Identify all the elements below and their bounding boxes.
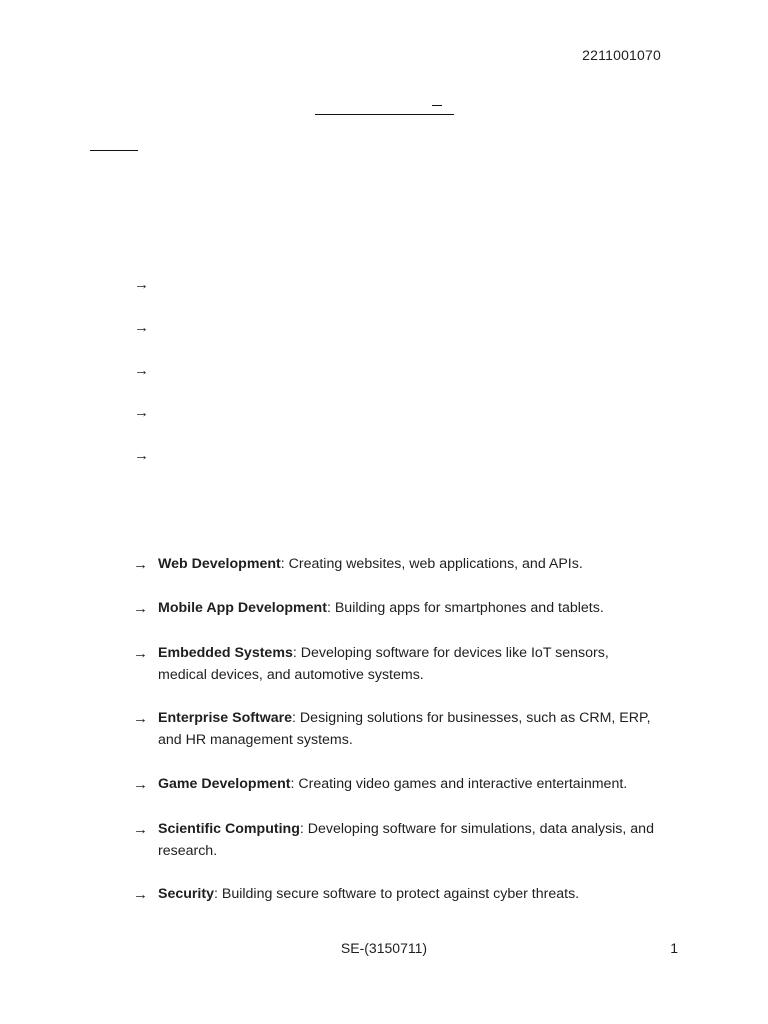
list-item (133, 598, 693, 620)
title-underscore-mark (432, 105, 442, 106)
list-item-description: : Creating video games and interactive entertainment. (290, 776, 628, 792)
page-number: 1 (670, 940, 678, 956)
footer-course-code: SE-(3150711) (340, 940, 428, 956)
list-item (133, 554, 693, 576)
list-item (133, 819, 693, 862)
list-item (133, 884, 693, 906)
list-item-description: : Developing software for devices like IoT sensors, medical devices, and automotive systems. (158, 645, 609, 683)
list-item-description: : Building apps for smartphones and tablets. (326, 600, 604, 616)
list-item-description: : Building secure software to protect against cyber threats. (214, 886, 580, 902)
list-item-term: Scientific Computing (158, 821, 300, 837)
list-item-text (158, 884, 693, 906)
list-item-term: Mobile App Development (158, 600, 327, 616)
arrow-icon: → (133, 645, 148, 662)
list-item-text (158, 554, 693, 576)
roll-number: 2211001070 (582, 47, 661, 63)
list-item-term: Security (158, 886, 214, 902)
list-item-text (158, 774, 693, 796)
arrow-icon: → (133, 776, 148, 793)
arrow-icon: → (133, 600, 148, 617)
list-item-text (158, 598, 693, 620)
arrow-icon: → (133, 556, 148, 573)
arrow-icon: → (134, 404, 149, 421)
list-item-term: Enterprise Software (158, 710, 293, 726)
list-item (133, 774, 693, 796)
list-item-term: Game Development (158, 776, 291, 792)
list-item (133, 643, 633, 686)
list-item-description: : Creating websites, web applications, and APIs. (280, 556, 583, 572)
list-item-text (158, 643, 633, 686)
arrow-icon: → (134, 276, 149, 293)
list-item-text (158, 708, 673, 751)
title-underline (315, 114, 454, 115)
arrow-icon: → (134, 447, 149, 464)
arrow-icon: → (134, 319, 149, 336)
arrow-icon: → (133, 821, 148, 838)
list-item-description: : Developing software for simulations, data analysis, and research. (158, 821, 654, 859)
arrow-icon: → (133, 710, 148, 727)
list-item (133, 708, 673, 751)
list-item-description: : Designing solutions for businesses, such as CRM, ERP, and HR management systems. (158, 710, 651, 748)
heading-underline (90, 150, 138, 151)
list-item-text (158, 819, 693, 862)
arrow-icon: → (133, 886, 148, 903)
list-item-term: Embedded Systems (158, 645, 293, 661)
list-item-term: Web Development (158, 556, 281, 572)
arrow-icon: → (134, 362, 149, 379)
